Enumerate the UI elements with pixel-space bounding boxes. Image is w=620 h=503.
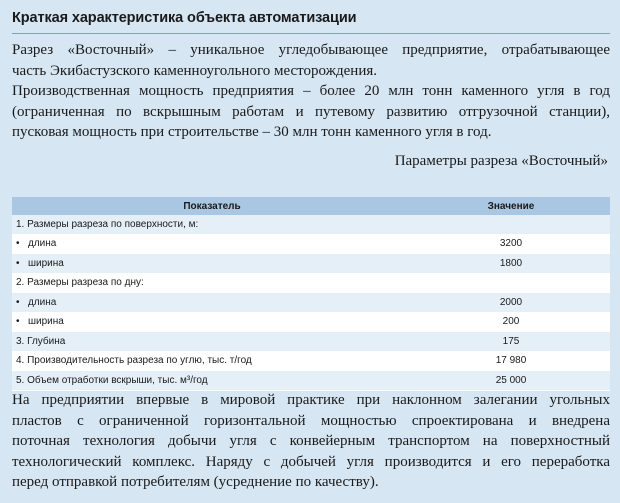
column-header-indicator: Показатель <box>183 200 241 212</box>
bullet-icon: • <box>16 316 20 328</box>
intro-paragraph <box>12 40 610 143</box>
table-row <box>12 215 610 235</box>
indicator-cell <box>12 238 412 249</box>
value-cell: 1800 <box>499 257 523 269</box>
section-heading: Краткая характеристика объекта автоматизации <box>12 10 357 26</box>
indicator-cell <box>12 277 412 288</box>
intro-line: Разрез «Восточный» – уникальное угледобывающее предприятие, отрабатывающее <box>12 42 610 58</box>
table-row <box>12 235 610 255</box>
table-header-row <box>12 197 610 215</box>
value-cell: 3200 <box>499 238 523 250</box>
intro-line: (ограниченная по вскрышным работам и путевому развитию отгрузочной станции), <box>12 103 610 120</box>
value-cell: 200 <box>502 316 520 328</box>
intro-line: пусковая мощность при строительстве – 30 млн тонн каменного угля в год. <box>12 124 492 140</box>
table-row <box>12 371 610 391</box>
value-cell: 25 000 <box>495 374 527 386</box>
indicator-label: длина <box>28 296 57 308</box>
bullet-icon: • <box>16 257 20 269</box>
intro-line: Производственная мощность предприятия – более 20 млн тонн каменного угля в год <box>12 83 610 99</box>
heading-rule <box>12 33 610 34</box>
closing-paragraph <box>12 390 610 493</box>
indicator-label: 4. Производительность разреза по углю, тыс. т/год <box>16 355 252 367</box>
closing-line: пластов с ограниченной горизонтальной мощностью спроектирована и внедрена <box>12 412 610 429</box>
closing-line: На предприятии впервые в мировой практике при наклонном залегании угольных <box>12 392 610 408</box>
indicator-label: 2. Размеры разреза по дну: <box>16 277 144 289</box>
indicator-cell <box>12 355 412 366</box>
indicator-label: 3. Глубина <box>16 335 66 347</box>
table-row <box>12 352 610 372</box>
value-cell: 17 980 <box>495 355 527 367</box>
indicator-label: 5. Объем отработки вскрыши, тыс. м³/год <box>16 374 208 386</box>
table-row <box>12 313 610 333</box>
closing-line: технологический комплекс. Наряду с добычей угля производится и его переработка <box>12 453 610 470</box>
indicator-cell <box>12 219 412 230</box>
table-caption: Параметры разреза «Восточный» <box>394 152 608 169</box>
indicator-cell <box>12 316 412 327</box>
parameters-table <box>12 197 610 385</box>
table-row <box>12 293 610 313</box>
table-row <box>12 254 610 274</box>
closing-line: поточная технология добычи угля с конвейерным транспортом на поверхностный <box>12 433 610 449</box>
intro-line: часть Экибастузского каменноугольного месторождения. <box>12 62 378 79</box>
table-row <box>12 332 610 352</box>
bullet-icon: • <box>16 238 20 250</box>
indicator-label: ширина <box>28 316 64 328</box>
indicator-label: ширина <box>28 257 64 269</box>
value-cell: 175 <box>502 335 520 347</box>
indicator-cell <box>12 375 412 386</box>
closing-line: перед отправкой потребителям (усреднение по качеству). <box>12 474 379 490</box>
indicator-label: 1. Размеры разреза по поверхности, м: <box>16 218 199 230</box>
indicator-cell <box>12 336 412 347</box>
table-row <box>12 274 610 294</box>
bullet-icon: • <box>16 296 20 308</box>
table-body <box>12 215 610 391</box>
indicator-cell <box>12 297 412 308</box>
indicator-label: длина <box>28 238 57 250</box>
column-header-value: Значение <box>487 200 535 212</box>
indicator-cell <box>12 258 412 269</box>
value-cell: 2000 <box>499 296 523 308</box>
